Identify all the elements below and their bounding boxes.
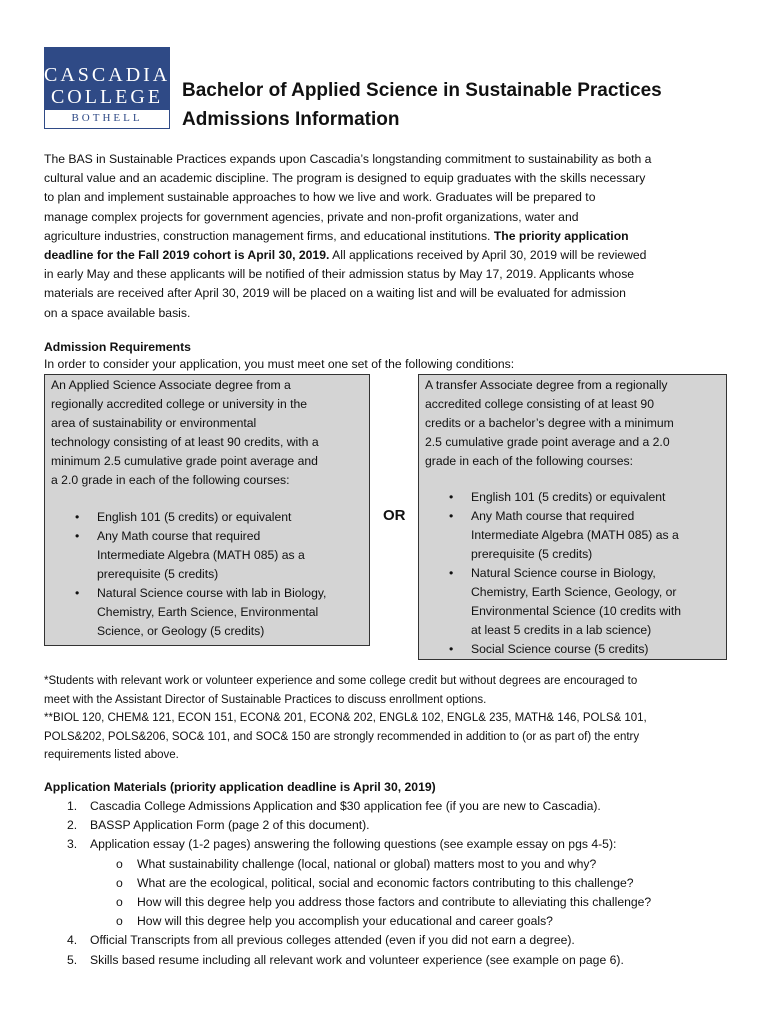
footnote-line: *Students with relevant work or volunteer experience and some college credit but without degrees are encouraged to — [44, 675, 638, 687]
course-requirement — [51, 565, 363, 584]
footnote-line: POLS&202, POLS&206, SOC& 101, and SOC& 150 are strongly recommended in addition to (or as part of) the entry — [44, 730, 640, 743]
intro-line: materials are received after April 30, 2019 will be placed on a waiting list and will be evaluated for admission — [44, 286, 626, 301]
course-requirement — [425, 526, 720, 545]
course-requirement — [51, 622, 363, 641]
or-label: OR — [383, 507, 406, 524]
item-number: 2. — [67, 818, 78, 833]
footnote-line: **BIOL 120, CHEM& 121, ECON 151, ECON& 201, ECON& 202, ENGL& 102, ENGL& 235, MATH& 146, POLS& 101, — [44, 712, 647, 724]
materials-item — [44, 797, 744, 816]
course-requirement — [425, 621, 720, 640]
course-text: English 101 (5 credits) or equivalent — [97, 510, 292, 524]
footnote-line: requirements listed above. — [44, 749, 179, 761]
question-text: How will this degree help you accomplish your educational and career goals? — [137, 914, 553, 929]
item-number: 4. — [67, 933, 78, 948]
course-requirement — [51, 527, 363, 546]
question-text: What are the ecological, political, social and economic factors contributing to this challenge? — [137, 875, 634, 890]
logo-line-college: COLLEGE — [50, 86, 164, 108]
college-logo — [44, 47, 170, 129]
intro-text: All applications received by April 30, 2019 will be reviewed — [329, 248, 647, 263]
requirement-line: grade in each of the following courses: — [425, 454, 633, 468]
bullet-icon: • — [449, 642, 454, 656]
option-b-description — [425, 376, 720, 471]
course-text: prerequisite (5 credits) — [471, 547, 593, 561]
requirement-line: An Applied Science Associate degree from a — [51, 378, 291, 392]
requirements-heading: Admission Requirements — [44, 340, 191, 354]
bullet-icon: • — [75, 529, 80, 543]
course-text: Chemistry, Earth Science, Environmental — [97, 605, 319, 619]
page-title — [182, 76, 742, 134]
bullet-icon: o — [116, 875, 123, 890]
item-number: 1. — [67, 799, 78, 813]
requirement-line: area of sustainability or environmental — [51, 416, 257, 430]
essay-question — [44, 893, 744, 912]
course-requirement — [425, 602, 720, 621]
essay-question — [44, 855, 744, 874]
requirement-line: credits or a bachelor’s degree with a minimum — [425, 416, 674, 430]
priority-deadline-text: The priority application — [493, 228, 629, 243]
intro-line — [44, 227, 734, 246]
footnote-line: meet with the Assistant Director of Sustainable Practices to discuss enrollment options. — [44, 693, 487, 706]
intro-line — [44, 246, 734, 265]
bullet-icon: • — [75, 510, 80, 524]
course-text: Intermediate Algebra (MATH 085) as a — [97, 548, 305, 562]
intro-line: in early May and these applicants will be notified of their admission status by May 17, 2019. Applicants whose — [44, 267, 635, 282]
bullet-icon: o — [116, 895, 123, 910]
course-text: Chemistry, Earth Science, Geology, or — [471, 585, 677, 599]
option-b-box — [418, 374, 727, 660]
materials-item — [44, 931, 744, 950]
bullet-icon: o — [116, 914, 123, 929]
item-text: Official Transcripts from all previous colleges attended (even if you did not earn a degree). — [90, 933, 575, 948]
requirement-line: regionally accredited college or university in the — [51, 397, 308, 411]
course-requirement — [425, 564, 720, 583]
materials-item — [44, 835, 744, 854]
essay-question — [44, 912, 744, 931]
requirement-line: technology consisting of at least 90 credits, with a — [51, 435, 319, 449]
priority-deadline-text: deadline for the Fall 2019 cohort is April 30, 2019. — [44, 248, 330, 263]
course-requirement — [425, 545, 720, 564]
requirement-line: 2.5 cumulative grade point average and a 2.0 — [425, 435, 670, 449]
item-text: Application essay (1-2 pages) answering the following questions (see example essay on pgs 4-5): — [90, 837, 617, 852]
essay-question — [44, 874, 744, 893]
intro-line: on a space available basis. — [44, 305, 191, 320]
course-text: Any Math course that required — [97, 529, 261, 543]
course-requirement — [425, 507, 720, 526]
bullet-icon: o — [116, 856, 123, 871]
option-a-course-list — [51, 508, 363, 641]
course-text: Environmental Science (10 credits with — [471, 604, 681, 618]
intro-line: to plan and implement sustainable approaches to how we live and work. Graduates will be prepared to — [44, 190, 596, 205]
materials-list — [44, 797, 744, 970]
option-a-description — [51, 376, 363, 490]
course-requirement — [51, 546, 363, 565]
bullet-icon: • — [449, 490, 454, 504]
bullet-icon: • — [449, 509, 454, 523]
item-number: 5. — [67, 952, 78, 967]
option-a-box — [44, 374, 370, 646]
course-text: Natural Science course with lab in Biology, — [97, 586, 327, 600]
requirement-line: minimum 2.5 cumulative grade point average and — [51, 454, 318, 468]
title-line-1: Bachelor of Applied Science in Sustainable Practices — [182, 80, 662, 101]
option-b-course-list — [425, 488, 720, 659]
logo-line-cascadia: CASCADIA — [44, 64, 171, 86]
course-text: Social Science course (5 credits) — [471, 642, 649, 656]
item-text: Cascadia College Admissions Application and $30 application fee (if you are new to Cascadia). — [90, 799, 601, 813]
requirements-subheading: In order to consider your application, you must meet one set of the following conditions: — [44, 357, 515, 371]
question-text: What sustainability challenge (local, national or global) matters most to you and why? — [137, 856, 597, 871]
item-text: Skills based resume including all relevant work and volunteer experience (see example on page 6). — [90, 952, 624, 967]
bullet-icon: • — [449, 566, 454, 580]
intro-text: agriculture industries, construction management firms, and educational institutions. — [44, 228, 494, 243]
materials-heading: Application Materials (priority application deadline is April 30, 2019) — [44, 780, 436, 794]
intro-paragraph — [44, 150, 734, 323]
course-text: at least 5 credits in a lab science) — [471, 623, 652, 637]
intro-line: manage complex projects for government agencies, private and non-profit organizations, water and — [44, 209, 579, 224]
course-requirement — [51, 508, 363, 527]
course-text: English 101 (5 credits) or equivalent — [471, 490, 666, 504]
materials-item — [44, 816, 744, 835]
requirement-line: a 2.0 grade in each of the following courses: — [51, 473, 290, 487]
materials-item — [44, 951, 744, 970]
bullet-icon: • — [75, 586, 80, 600]
course-text: Science, or Geology (5 credits) — [97, 624, 265, 638]
course-text: prerequisite (5 credits) — [97, 567, 219, 581]
intro-line: The BAS in Sustainable Practices expands upon Cascadia’s longstanding commitment to sustainability as both a — [44, 152, 652, 166]
course-text: Intermediate Algebra (MATH 085) as a — [471, 528, 679, 542]
item-text: BASSP Application Form (page 2 of this document). — [90, 818, 370, 833]
intro-line: cultural value and an academic discipline. The program is designed to equip graduates with the skills necessary — [44, 171, 646, 186]
logo-line-campus: BOTHELL — [71, 112, 143, 124]
course-requirement — [425, 583, 720, 602]
requirement-line: accredited college consisting of at least 90 — [425, 397, 654, 411]
title-line-2: Admissions Information — [182, 109, 400, 130]
item-number: 3. — [67, 837, 78, 852]
question-text: How will this degree help you address those factors and contribute to alleviating this challenge? — [137, 895, 652, 910]
course-requirement — [425, 640, 720, 659]
course-text: Natural Science course in Biology, — [471, 566, 656, 580]
requirement-line: A transfer Associate degree from a regionally — [425, 378, 668, 392]
course-requirement — [425, 488, 720, 507]
course-requirement — [51, 584, 363, 603]
course-requirement — [51, 603, 363, 622]
footnotes — [44, 672, 734, 765]
course-text: Any Math course that required — [471, 509, 635, 523]
